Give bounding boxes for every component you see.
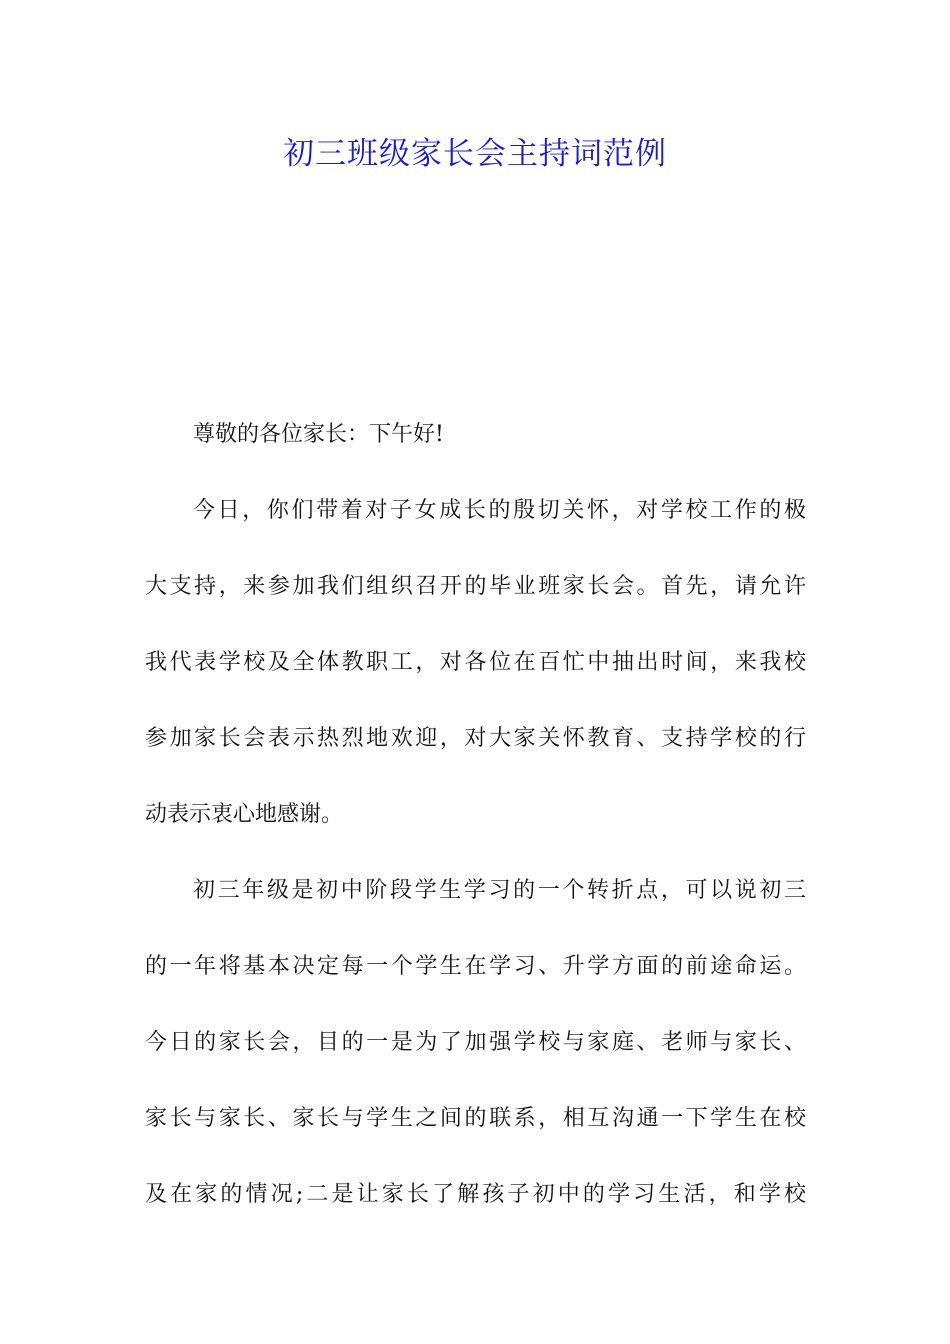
- text-line: 今日的家长会，目的一是为了加强学校与家庭、老师与家长、: [145, 1030, 806, 1055]
- text-line: 家长与家长、家长与学生之间的联系，相互沟通一下学生在校: [145, 1106, 806, 1131]
- paragraph-greeting: [145, 416, 806, 454]
- text-line: 的一年将基本决定每一个学生在学习、升学方面的前途命运。: [145, 954, 806, 979]
- paragraph-purpose: [145, 872, 806, 1214]
- text-line: 我代表学校及全体教职工，对各位在百忙中抽出时间，来我校: [145, 650, 806, 675]
- text-line: 动表示衷心地感谢。: [145, 802, 344, 827]
- document-body: [145, 416, 806, 1214]
- text-line: 今日，你们带着对子女成长的殷切关怀，对学校工作的极: [193, 498, 806, 523]
- document-title: 初三班级家长会主持词范例: [283, 136, 667, 172]
- paragraph-welcome: [145, 492, 806, 834]
- text-line: 参加家长会表示热烈地欢迎，对大家关怀教育、支持学校的行: [145, 726, 806, 751]
- text-line: 初三年级是初中阶段学生学习的一个转折点，可以说初三: [193, 878, 806, 903]
- text-line: 及在家的情况;二是让家长了解孩子初中的学习生活，和学校: [145, 1182, 806, 1207]
- text-line: 大支持，来参加我们组织召开的毕业班家长会。首先，请允许: [145, 574, 806, 599]
- text-line: 尊敬的各位家长：下午好!: [193, 422, 444, 447]
